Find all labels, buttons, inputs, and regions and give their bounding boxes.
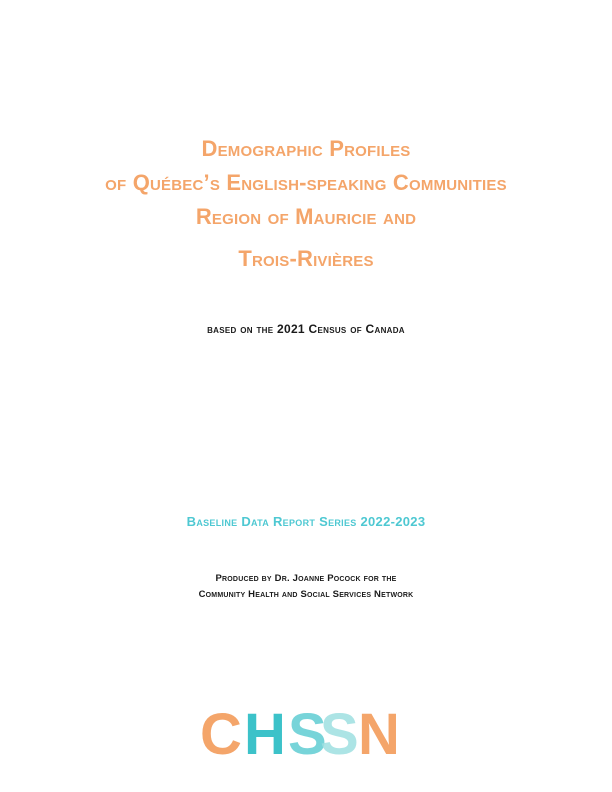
chssn-logo-graphic — [200, 700, 416, 760]
title-line-2: of Québec’s English-speaking Communities — [105, 170, 507, 195]
produced-by-line-2: Community Health and Social Services Network — [198, 589, 414, 600]
chssn-logo — [200, 700, 416, 760]
title-line-3: Region of Mauricie and — [195, 204, 417, 229]
report-series: Baseline Data Report Series 2022-2023 — [186, 514, 426, 529]
logo-letter-s2: S — [320, 702, 359, 760]
logo-letter-s1: S — [288, 702, 327, 760]
logo-letter-n: N — [358, 702, 400, 760]
produced-by — [0, 571, 612, 603]
title-line-4: Trois-Rivières — [238, 246, 374, 271]
title-line-1: Demographic Profiles — [201, 136, 411, 161]
cover-title — [0, 132, 612, 276]
logo-letter-c: C — [200, 702, 242, 760]
cover-subtitle: based on the 2021 Census of Canada — [207, 322, 405, 336]
produced-by-line-1: Produced by Dr. Joanne Pocock for the — [215, 573, 397, 584]
logo-letter-h: H — [244, 702, 286, 760]
